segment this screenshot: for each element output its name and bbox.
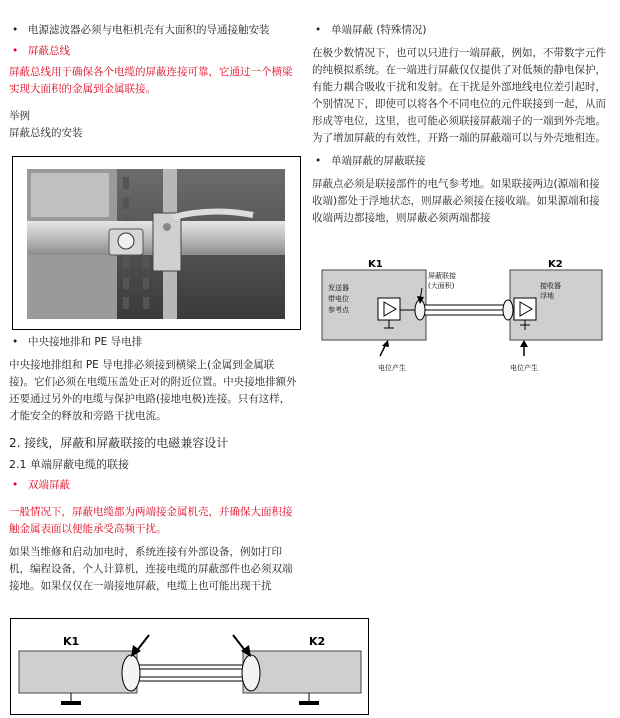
central-ground-description: 中央接地排组和 PE 导电排必须接到横梁上(金属到金属联接)。它们必须在电缆压盖处正对的附近位置。中央接地排额外还要通过另外的电缆与保护电路(接地电极)连接。只有这样，才能安全的释放和旁路干扰电流。 [9, 359, 297, 422]
double-shield-description: 一般情况下，屏蔽电缆都为两端接金属机壳，并确保大面积接触金属表面以便能承受高频干扰。 [9, 506, 293, 535]
receiver-line1: 接收器 [540, 282, 561, 290]
potential-label-1: 电位产生 [378, 364, 406, 372]
sender-line1: 发送器 [328, 284, 349, 292]
right-column [312, 22, 608, 227]
left-column [9, 22, 299, 142]
diagram-right-k1: K1 [368, 259, 383, 270]
potential-label-2: 电位产生 [510, 364, 538, 372]
sender-line2: 带电位 [328, 295, 349, 303]
shield-label-line1: 屏蔽联接 [428, 272, 456, 280]
bullet-shield-bus: • 屏蔽总线 [9, 43, 299, 60]
diagram-bottom-k2: K2 [309, 635, 326, 648]
section-2-1-heading: 2.1 单端屏蔽电缆的联接 [9, 458, 129, 471]
bullet-single-shield-connection: • 单端屏蔽的屏蔽联接 [312, 153, 608, 170]
single-shield-diagram [312, 258, 610, 376]
section-2-heading: 2. 接线，屏蔽和屏蔽联接的电磁兼容设计 [9, 436, 229, 450]
diagram-right-k2: K2 [548, 259, 563, 270]
shield-label-line2: (大面积) [428, 282, 455, 290]
bullet-single-shield: • 单端屏蔽 (特殊情况) [312, 22, 608, 39]
double-shield-diagram [10, 618, 369, 715]
shield-bus-description: 屏蔽总线用于确保各个电缆的屏蔽连接可靠，它通过一个横梁实现大面积的金属到金属联接。 [9, 66, 293, 95]
left-column-lower [9, 334, 299, 595]
bullet-central-ground: • 中央接地排和 PE 导电排 [9, 334, 299, 351]
shield-bus-photo-illustration [13, 157, 300, 329]
example-label: 举例 [9, 110, 30, 122]
bullet-power-filter: • 电源滤波器必须与电柜机壳有大面积的导通接触安装 [9, 22, 299, 39]
diagram-bottom-k1: K1 [63, 635, 80, 648]
example-title: 屏蔽总线的安装 [9, 127, 83, 139]
single-shield-connection-description: 屏蔽点必须是联接部件的电气参考地。如果联接两边(源端和接收端)都处于浮地状态，则屏蔽必须接在接收端。如果源端和接收端两边都接地，则屏蔽必须两端都接 [312, 178, 600, 224]
external-devices-description: 如果当维修和启动加电时，系统连接有外部设备，例如打印机，编程设备，个人计算机，连接电缆的屏蔽部件也必须双端接地。如果仅仅在一端接地屏蔽，电缆上也可能出现干扰 [9, 546, 293, 592]
bullet-double-shield: • 双端屏蔽 [9, 477, 299, 494]
single-shield-description: 在极少数情况下，也可以只进行一端屏蔽，例如，不带数字元件的纯模拟系统。在一端进行屏蔽仅仅提供了对低频的静电保护，有能力耦合吸收干扰和发射。在干扰是外部地线电位差引起时，个别情况下，即使可以将各个不同电位的元件联接到一起，从而形成等电位，这里，也可能必须联接屏蔽端子的一端到外壳地。为了增加屏蔽的有效性，开路一端的屏蔽端可以与外壳地相连。 [312, 47, 606, 144]
sender-line3: 参考点 [328, 306, 349, 314]
shield-bus-photo [12, 156, 301, 330]
receiver-line2: 浮地 [540, 292, 554, 300]
